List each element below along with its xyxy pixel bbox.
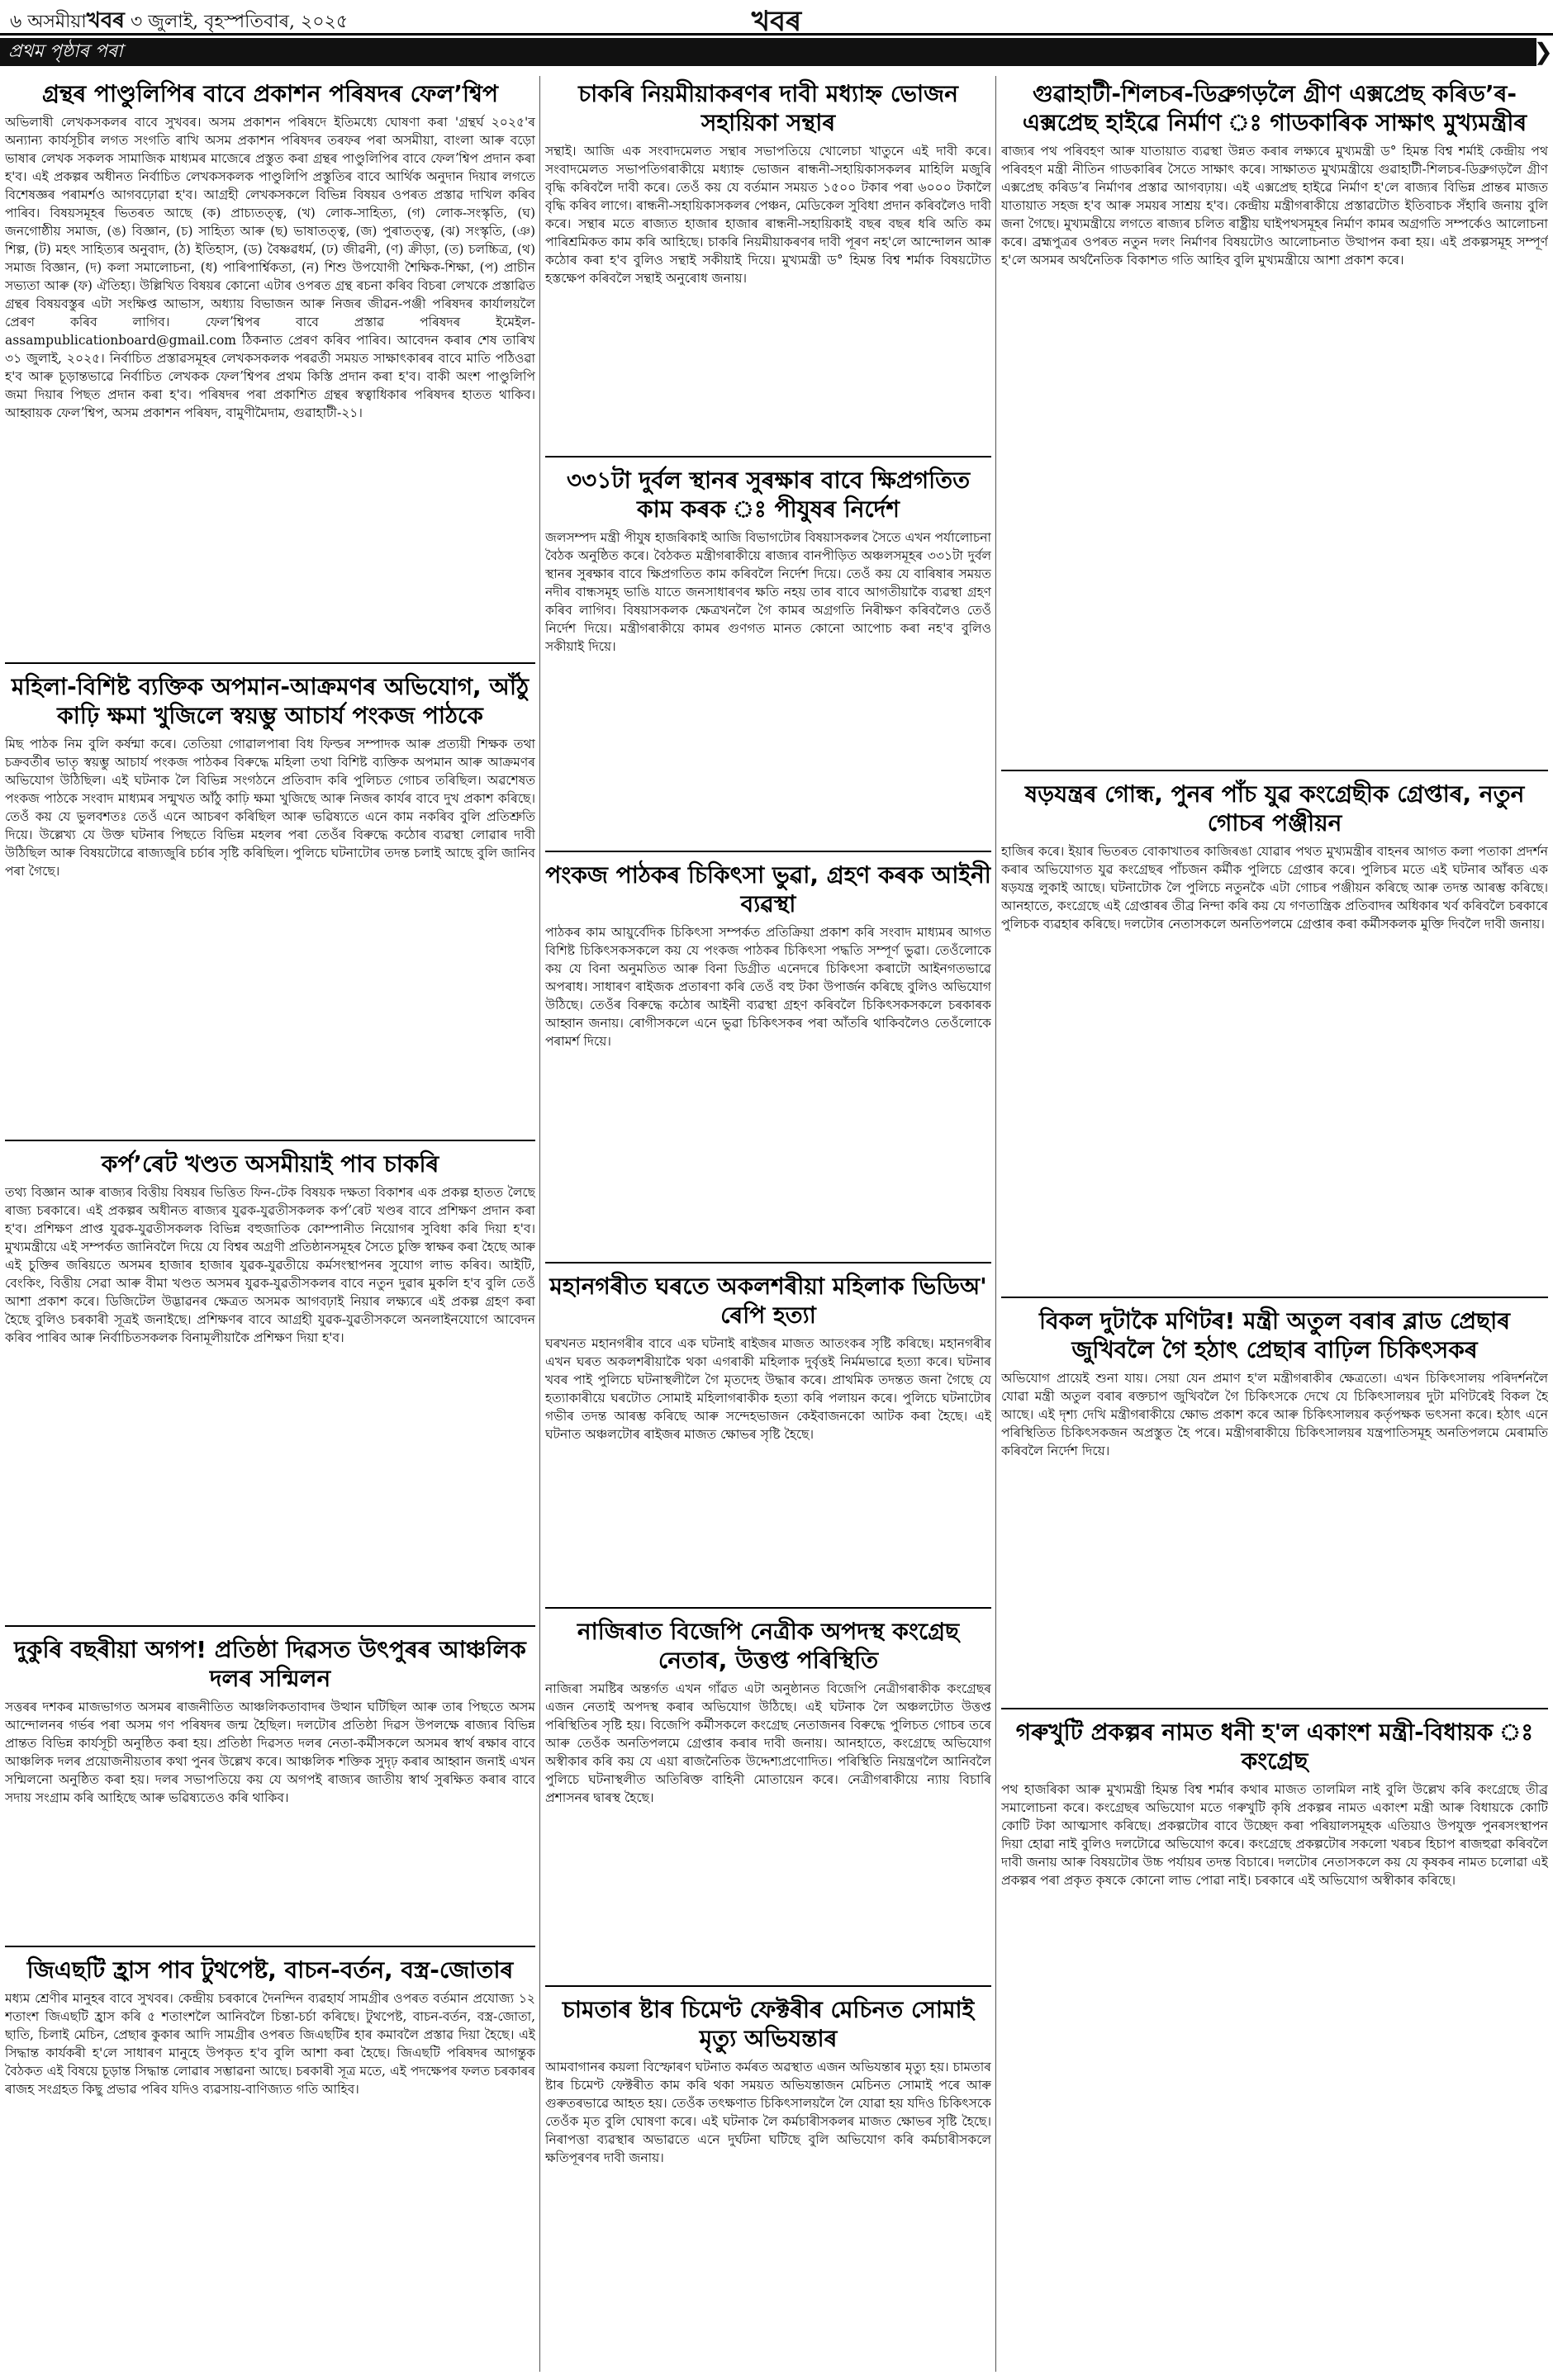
masthead: [0, 0, 1553, 36]
article-body: তথ্য বিজ্ঞান আৰু ৰাজ্যৰ বিত্তীয় বিষয়ৰ ভিত্তিত ফিন-টেক বিষয়ক দক্ষতা বিকাশৰ এক প্ৰকল্প হাতত লৈছে ৰাজ্য চৰকাৰে। এই প্ৰকল্পৰ অধীনত ৰাজ্যৰ যুৱক-যুৱতীসকলক কৰ্পʼৰেট খণ্ডৰ বাবে প্ৰশিক্ষণ প্ৰদান কৰা হ'ব। প্ৰশিক্ষণ প্ৰাপ্ত যুৱক-যুৱতীসকলক বিভিন্ন বহুজাতিক কোম্পানীত নিয়োগৰ সুবিধা কৰি দিয়া হ'ব। মুখ্যমন্ত্ৰীয়ে এই সম্পৰ্কত জানিবলৈ দিয়ে যে বিশ্বৰ অগ্ৰণী প্ৰতিষ্ঠানসমূহৰ সৈতে চুক্তি স্বাক্ষৰ কৰা হৈছে আৰু এই চুক্তিৰ জৰিয়তে অসমৰ হাজাৰ হাজাৰ যুৱক-যুৱতীয়ে কৰ্মসংস্থাপনৰ সুযোগ লাভ কৰিব। আইটি, বেংকিং, বিত্তীয় সেৱা আৰু বীমা খণ্ডত অসমৰ যুৱক-যুৱতীসকলৰ বাবে নতুন দুৱাৰ মুকলি হ'ব বুলি তেওঁ আশা প্ৰকাশ কৰে। ডিজিটেল উদ্ভাৱনৰ ক্ষেত্ৰত অসমক আগবঢ়াই নিয়াৰ লক্ষ্যৰে এই প্ৰকল্প গ্ৰহণ কৰা হৈছে বুলিও চৰকাৰী সূত্ৰই জনাইছে। প্ৰশিক্ষণৰ বাবে আগ্ৰহী যুৱক-যুৱতীসকলে অনলাইনযোগে আবেদন কৰিব পাৰিব আৰু নিৰ্বাচিতসকলক বিনামূলীয়াকৈ প্ৰশিক্ষণ দিয়া হ'ব।: [5, 1185, 535, 1345]
headline: পংকজ পাঠকৰ চিকিৎসা ভুৱা, গ্ৰহণ কৰক আইনী ব্যৱস্থা: [545, 861, 991, 917]
story-divider: [1001, 1708, 1548, 1709]
headline: গৰুখুটি প্ৰকল্পৰ নামত ধনী হ'ল একাংশ মন্ত্ৰী-বিধায়ক ঃ কংগ্ৰেছ: [1015, 1719, 1534, 1775]
article-body: ঘৰখনত মহানগৰীৰ বাবে এক ঘটনাই ৰাইজৰ মাজত আতংকৰ সৃষ্টি কৰিছে। মহানগৰীৰ এখন ঘৰত অকলশৰীয়াকৈ থকা এগৰাকী মহিলাক দুৰ্বৃত্তই নিৰ্মমভাৱে হত্যা কৰে। ঘটনাৰ খবৰ পাই পুলিচে ঘটনাস্থলীলৈ গৈ মৃতদেহ উদ্ধাৰ কৰে। প্ৰাথমিক তদন্তত জনা গৈছে যে হত্যাকাৰীয়ে ঘৰটোত সোমাই মহিলাগৰাকীক হত্যা কৰি পলায়ন কৰে। পুলিচে ঘটনাটোৰ গভীৰ তদন্ত আৰম্ভ কৰিছে আৰু সন্দেহভাজন কেইবাজনকো আটক কৰা হৈছে। এই ঘটনাত অঞ্চলটোৰ ৰাইজৰ মাজত ক্ষোভৰ সৃষ্টি হৈছে।: [545, 1336, 991, 1442]
column-middle: [545, 76, 991, 2372]
story-divider: [545, 1985, 991, 1987]
story-midday-meal: [545, 76, 991, 448]
story-divider: [545, 1607, 991, 1609]
story-fellowship: [5, 76, 535, 654]
masthead-title: খবৰ: [751, 5, 802, 38]
story-flood-sites: [545, 462, 991, 842]
story-divider: [5, 1946, 535, 1947]
story-divider: [5, 662, 535, 664]
headline: মহিলা-বিশিষ্ট ব্যক্তিক অপমান-আক্ৰমণৰ অভিযোগ, আঁঠু কাঢ়ি ক্ষমা খুজিলে স্বয়ম্ভু আচাৰ্য পংকজ পাঠকে: [11, 673, 530, 729]
section-bar: [0, 38, 1553, 66]
paper-name: অসমীয়া: [27, 12, 87, 32]
article-body: সন্থাই। আজি এক সংবাদমেলত সন্থাৰ সভাপতিয়ে খোলেচা খাতুনে এই দাবী কৰে। সংবাদমেলত সভাপতিগৰাকীয়ে মধ্যাহ্ন ভোজন ৰান্ধনী-সহায়িকাসকলৰ মাহিলি মজুৰি বৃদ্ধি কৰিবলৈ দাবী কৰে। তেওঁ কয় যে বৰ্তমান সময়ত ১৫০০ টকাৰ পৰা ৬০০০ টকালৈ বৃদ্ধি কৰিব লাগে। ৰান্ধনী-সহায়িকাসকলৰ পেঞ্চন, মেডিকেল সুবিধা প্ৰদান কৰিবলৈও দাবী কৰে। সন্থাৰ মতে ৰাজ্যত হাজাৰ হাজাৰ ৰান্ধনী-সহায়িকাই বছৰ বছৰ ধৰি অতি কম পাৰিশ্ৰমিকত কাম কৰি আহিছে। চাকৰি নিয়মীয়াকৰণৰ দাবী পূৰণ নহ'লে আন্দোলন আৰু কঠোৰ কৰা হ'ব বুলিও সন্থাই সকীয়াই দিয়ে। মুখ্যমন্ত্ৰী ড° হিমন্ত বিশ্ব শৰ্মাক বিষয়টোত হস্তক্ষেপ কৰিবলৈ সন্থাই অনুৰোধ জনায়।: [545, 144, 991, 286]
page-number: ৬: [10, 12, 22, 32]
story-divider: [1001, 770, 1548, 771]
story-gst: [5, 1952, 535, 2299]
story-divider: [545, 1262, 991, 1263]
story-nazira: [545, 1614, 991, 1977]
story-expressway: [1001, 76, 1548, 761]
story-divider: [1001, 1297, 1548, 1298]
article-body: আমবাগানৰ কয়লা বিস্ফোৰণ ঘটনাত কৰ্মৰত অৱস্থাত এজন অভিযন্তাৰ মৃত্যু হয়। চামতাৰ ষ্টাৰ চিমেণ্ট ফেক্টৰীত কাম কৰি থকা সময়ত অভিযন্তাজন মেচিনত সোমাই পৰে আৰু গুৰুতৰভাৱে আহত হয়। তেওঁক তৎক্ষণাত চিকিৎসালয়লৈ লৈ যোৱা হয় যদিও চিকিৎসকে তেওঁক মৃত বুলি ঘোষণা কৰে। এই ঘটনাক লৈ কৰ্মচাৰীসকলৰ মাজত ক্ষোভৰ সৃষ্টি হৈছে। নিৰাপত্তা ব্যৱস্থাৰ অভাৱতে এনে দুৰ্ঘটনা ঘটিছে বুলি অভিযোগ কৰি কৰ্মচাৰীসকলে ক্ষতিপূৰণৰ দাবী জনায়।: [545, 2060, 991, 2165]
article-body: ৰাজ্যৰ পথ পৰিবহণ আৰু যাতায়াত ব্যৱস্থা উন্নত কৰাৰ লক্ষ্যৰে মুখ্যমন্ত্ৰী ড° হিমন্ত বিশ্ব শৰ্মাই কেন্দ্ৰীয় পথ পৰিবহণ মন্ত্ৰী নীতিন গাডকাৰিৰ সৈতে সাক্ষাৎ কৰে। সাক্ষাতত মুখ্যমন্ত্ৰীয়ে গুৱাহাটী-শিলচৰ-ডিব্ৰুগড়লৈ গ্ৰীণ এক্সপ্ৰেছ কৰিডʼৰ নিৰ্মাণৰ প্ৰস্তাৱ আগবঢ়ায়। এই এক্সপ্ৰেছ হাইৱে নিৰ্মাণ হ'লে ৰাজ্যৰ বিভিন্ন প্ৰান্তৰ মাজত যাতায়াত সহজ হ'ব আৰু সময়ৰ সাশ্ৰয় হ'ব। কেন্দ্ৰীয় মন্ত্ৰীগৰাকীয়ে প্ৰস্তাৱটোত ইতিবাচক সঁহাৰি জনায় বুলি জনা গৈছে। মুখ্যমন্ত্ৰীয়ে লগতে ৰাজ্যৰ চলিত ৰাষ্ট্ৰীয় ঘাইপথসমূহৰ নিৰ্মাণ কামৰ অগ্ৰগতি সম্পৰ্কেও আলোচনা কৰে। ব্ৰহ্মপুত্ৰৰ ওপৰত নতুন দলং নিৰ্মাণৰ বিষয়টোও আলোচনাত উত্থাপন কৰা হয়। এই প্ৰকল্পসমূহ সম্পূৰ্ণ হ'লে অসমৰ অৰ্থনৈতিক বিকাশত গতি আহিব বুলি মুখ্যমন্ত্ৰীয়ে আশা প্ৰকাশ কৰে।: [1001, 144, 1548, 268]
story-corporate-jobs: [5, 1146, 535, 1617]
headline: বিকল দুটাকৈ মণিটৰ! মন্ত্ৰী অতুল বৰাৰ ব্লাড প্ৰেছাৰ জুখিবলৈ গৈ হঠাৎ প্ৰেছাৰ বাঢ়িল চিকিৎসকৰ: [1038, 1307, 1510, 1363]
story-divider: [545, 851, 991, 852]
article-body: অভিলাষী লেখকসকলৰ বাবে সুখবৰ। অসম প্ৰকাশন পৰিষদে ইতিমধ্যে ঘোষণা কৰা 'গ্ৰন্থৰ্ঘ ২০২৫'ৰ অন্যান্য কাৰ্যসূচীৰ লগত সংগতি ৰাখি অসম প্ৰকাশন পৰিষদৰ তৰফৰ পৰা অসমীয়া, বাংলা আৰু বড়ো ভাষাৰ লেখক সকলক সামাজিক মাধ্যমৰ মাজেৰে প্ৰস্তুত কৰা গ্ৰন্থৰ পাণ্ডুলিপিৰ বাবে ফেলʼশ্বিপ প্ৰদান কৰা হ'ব। এই প্ৰকল্পৰ অধীনত নিৰ্বাচিত লেখকসকলক পাণ্ডুলিপি প্ৰস্তুতিৰ বাবে আৰ্থিক অনুদান দিয়াৰ লগতে বিশেষজ্ঞৰ পৰামৰ্শও আগবঢ়োৱা হ'ব। আগ্ৰহী লেখকসকলে বিভিন্ন বিষয়ৰ ওপৰত প্ৰস্তাৱ দাখিল কৰিব পাৰিব। বিষয়সমূহৰ ভিতৰত আছে (ক) প্ৰাচ্যতত্ত্ব, (খ) লোক-সাহিত্য, (গ) লোক-সংস্কৃতি, (ঘ) জনগোষ্ঠীয় সমাজ, (ঙ) বিজ্ঞান, (চ) সাহিত্য আৰু (ছ) ভাষাতত্ত্ব, (জ) পুৰাতত্ত্ব, (ঝ) সংস্কৃতি, (ঞ) শিল্প, (ট) মহৎ সাহিত্যৰ অনুবাদ, (ঠ) ইতিহাস, (ড) বৈষ্ণৱধৰ্ম, (ঢ) জীৱনী, (ণ) ক্ৰীড়া, (ত) চলচ্চিত্ৰ, (থ) সমাজ বিজ্ঞান, (দ) কলা সমালোচনা, (ধ) পাৰিপাৰ্শ্বিকতা, (ন) শিশু উপযোগী শৈক্ষিক-শিক্ষা, (প) প্ৰাচীন সভ্যতা আৰু (ফ) ঐতিহ্য। উল্লিখিত বিষয়ৰ কোনো এটাৰ ওপৰত গ্ৰন্থ ৰচনা কৰিব বিচৰা লেখকে প্ৰস্তাৱিত গ্ৰন্থৰ বিষয়বস্তুৰ এটা সংক্ষিপ্ত আভাস, অধ্যায় বিভাজন আৰু নিজৰ জীৱন-পঞ্জী পৰিষদৰ কাৰ্যালয়লৈ প্ৰেৰণ কৰিব লাগিব। ফেলʼশ্বিপৰ বাবে প্ৰস্তাৱ পৰিষদৰ ইমেইল- assampublicationboard@gmail.com ঠিকনাত প্ৰেৰণ কৰিব পাৰিব। আবেদন কৰাৰ শেষ তাৰিখ ৩১ জুলাই, ২০২৫। নিৰ্বাচিত প্ৰস্তাৱসমূহৰ লেখকসকলক পৰৱৰ্তী সময়ত সাক্ষাৎকাৰৰ বাবে মাতি পঠিওৱা হ'ব আৰু চূড়ান্তভাৱে নিৰ্বাচিত লেখকক ফেলʼশ্বিপৰ প্ৰথম কিস্তি প্ৰদান কৰা হ'ব। বাকী অংশ পাণ্ডুলিপি জমা দিয়াৰ পিছত প্ৰদান কৰা হ'ব। পৰিষদৰ পৰা প্ৰকাশিত গ্ৰন্থৰ স্বত্বাধিকাৰ পৰিষদৰ হাতত থাকিব। আহ্বায়ক ফেলʼশ্বিপ, অসম প্ৰকাশন পৰিষদ, বামুণীমৈদাম, গুৱাহাটী-২১।: [5, 115, 535, 420]
column-divider: [539, 76, 540, 2372]
column-right: [1001, 76, 1548, 2372]
story-garukhuti: [1001, 1714, 1548, 2372]
column-divider: [995, 76, 996, 2372]
story-apology: [5, 669, 535, 1131]
headline: ষড়যন্ত্ৰৰ গোন্ধ, পুনৰ পাঁচ যুৱ কংগ্ৰেছীক গ্ৰেপ্তাৰ, নতুন গোচৰ পঞ্জীয়ন: [1024, 780, 1525, 837]
headline: কৰ্পʼৰেট খণ্ডত অসমীয়াই পাব চাকৰি: [101, 1150, 439, 1178]
article-body: পাঠকৰ কাম আয়ুৰ্বেদিক চিকিৎসা সম্পৰ্কত প্ৰতিক্ৰিয়া প্ৰকাশ কৰি সংবাদ মাধ্যমৰ আগত বিশিষ্ট চিকিৎসকসকলে কয় যে পংকজ পাঠকৰ চিকিৎসা পদ্ধতি সম্পূৰ্ণ ভুৱা। তেওঁলোকে কয় যে বিনা অনুমতিত আৰু বিনা ডিগ্ৰীত এনেদৰে চিকিৎসা কৰাটো আইনগতভাৱে অপৰাধ। সাধাৰণ ৰাইজক প্ৰতাৰণা কৰি তেওঁ বহু টকা উপাৰ্জন কৰিছে বুলিও অভিযোগ উঠিছে। তেওঁৰ বিৰুদ্ধে কঠোৰ আইনী ব্যৱস্থা গ্ৰহণ কৰিবলৈ চিকিৎসকসকলে চৰকাৰক আহ্বান জনায়। ৰোগীসকলে এনে ভুৱা চিকিৎসকৰ পৰা আঁতৰি থাকিবলৈও তেওঁলোকে পৰামৰ্শ দিয়ে।: [545, 925, 991, 1049]
story-murder: [545, 1268, 991, 1599]
article-body: পথ হাজৰিকা আৰু মুখ্যমন্ত্ৰী হিমন্ত বিশ্ব শৰ্মাৰ কথাৰ মাজত তালমিল নাই বুলি উল্লেখ কৰি কংগ্ৰেছে তীব্ৰ সমালোচনা কৰে। কংগ্ৰেছৰ অভিযোগ মতে গৰুখুটি কৃষি প্ৰকল্পৰ নামত একাংশ মন্ত্ৰী আৰু বিধায়কে কোটি কোটি টকা আত্মসাৎ কৰিছে। প্ৰকল্পটোৰ বাবে উচ্ছেদ কৰা পৰিয়ালসমূহক এতিয়াও উপযুক্ত পুনৰসংস্থাপন দিয়া হোৱা নাই বুলিও দলটোৱে অভিযোগ কৰে। কংগ্ৰেছে প্ৰকল্পটোৰ সকলো খৰচৰ হিচাপ ৰাজহুৱা কৰিবলৈ দাবী জনায় আৰু বিষয়টোৰ উচ্চ পৰ্যায়ৰ তদন্ত বিচাৰে। দলটোৰ নেতাসকলে কয় যে কৃষকৰ নামত চলোৱা এই প্ৰকল্পৰ পৰা প্ৰকৃত কৃষকে কোনো লাভ পোৱা নাই। চৰকাৰে এই অভিযোগ অস্বীকাৰ কৰিছে।: [1001, 1782, 1548, 1888]
article-body: মিছ পাঠক নিম বুলি কৰ্ষন্মা কৰে। তেতিয়া গোৱালপাৰা বিধ ফিল্ডৰ সম্পাদক আৰু প্ৰত্যয়ী শিক্ষক তথা চক্ৰবৰ্তীৰ ভাতৃ স্বয়ম্ভু আচাৰ্য পংকজ পাঠকৰ বিৰুদ্ধে মহিলা তথা বিশিষ্ট ব্যক্তিক অপমান আৰু আক্ৰমণৰ অভিযোগ উঠিছিল। এই ঘটনাক লৈ বিভিন্ন সংগঠনে প্ৰতিবাদ কৰি পুলিচত গোচৰ তৰিছিল। অৱশেষত পংকজ পাঠকে সংবাদ মাধ্যমৰ সন্মুখত আঁঠু কাঢ়ি ক্ষমা খুজিছে আৰু নিজৰ কাৰ্যৰ বাবে দুখ প্ৰকাশ কৰিছে। তেওঁ কয় যে ভুলবশতঃ তেওঁ এনে আচৰণ কৰিছিল আৰু ভৱিষ্যতে এনে কাম নকৰিব বুলি প্ৰতিশ্ৰুতি দিয়ে। উল্লেখ্য যে উক্ত ঘটনাৰ পিছতে বিভিন্ন মহলৰ পৰা তেওঁৰ বিৰুদ্ধে কঠোৰ ব্যৱস্থা লোৱাৰ দাবী উঠিছিল আৰু বিষয়টোৱে ৰাজ্যজুৰি চৰ্চাৰ সৃষ্টি কৰিছিল। পুলিচে ঘটনাটোৰ তদন্ত চলাই আছে বুলি জানিব পৰা গৈছে।: [5, 737, 535, 879]
story-divider: [5, 1140, 535, 1141]
article-body: জলসম্পদ মন্ত্ৰী পীযুষ হাজৰিকাই আজি বিভাগটোৰ বিষয়াসকলৰ সৈতে এখন পৰ্যালোচনা বৈঠক অনুষ্ঠিত কৰে। বৈঠকত মন্ত্ৰীগৰাকীয়ে ৰাজ্যৰ বানপীড়িত অঞ্চলসমূহৰ ৩৩১টা দুৰ্বল স্থানৰ সুৰক্ষাৰ বাবে ক্ষিপ্ৰগতিত কাম কৰিবলৈ নিৰ্দেশ দিয়ে। তেওঁ কয় যে বাৰিষাৰ সময়ত নদীৰ বান্ধসমূহ ভাঙি যাতে জনসাধাৰণৰ ক্ষতি নহয় তাৰ বাবে আগতীয়াকৈ ব্যৱস্থা গ্ৰহণ কৰিব লাগিব। বিষয়াসকলক ক্ষেত্ৰখনলৈ গৈ কামৰ অগ্ৰগতি নিৰীক্ষণ কৰিবলৈও তেওঁ নিৰ্দেশ দিয়ে। মন্ত্ৰীগৰাকীয়ে কামৰ গুণগত মানত কোনো আপোচ কৰা নহ'ব বুলিও সকীয়াই দিয়ে।: [545, 530, 991, 654]
article-body: সত্তৰৰ দশকৰ মাজভাগত অসমৰ ৰাজনীতিত আঞ্চলিকতাবাদৰ উত্থান ঘটিছিল আৰু তাৰ পিছতে অসম আন্দোলনৰ গৰ্ভৰ পৰা অসম গণ পৰিষদৰ জন্ম হৈছিল। দলটোৰ প্ৰতিষ্ঠা দিৱস উপলক্ষে ৰাজ্যৰ বিভিন্ন প্ৰান্তত বিভিন্ন কাৰ্যসূচী অনুষ্ঠিত কৰা হয়। প্ৰতিষ্ঠা দিৱসত দলৰ নেতা-কৰ্মীসকলে অসমৰ স্বাৰ্থ ৰক্ষাৰ বাবে আঞ্চলিক দলৰ প্ৰয়োজনীয়তাৰ কথা পুনৰ উল্লেখ কৰে। আঞ্চলিক শক্তিক সুদৃঢ় কৰাৰ আহ্বান জনাই এখন সন্মিলনো অনুষ্ঠিত কৰা হয়। দলৰ সভাপতিয়ে কয় যে অগপই ৰাজ্যৰ জাতীয় স্বাৰ্থ সুৰক্ষিত কৰাৰ বাবে সদায় সংগ্ৰাম কৰি আহিছে আৰু ভৱিষ্যতেও কৰি থাকিব।: [5, 1700, 535, 1805]
story-divider: [545, 456, 991, 458]
headline: চামতাৰ ষ্টাৰ চিমেণ্ট ফেক্টৰীৰ মেচিনত সোমাই মৃত্যু অভিযন্তাৰ: [562, 1996, 975, 2052]
headline: মহানগৰীত ঘৰতে অকলশৰীয়া মহিলাক ভিডিঅ' ৰেপি হত্যা: [549, 1273, 987, 1329]
story-cement-factory: [545, 1992, 991, 2306]
article-body: নাজিৰা সমষ্টিৰ অন্তৰ্গত এখন গাঁৱত এটা অনুষ্ঠানত বিজেপি নেত্ৰীগৰাকীক কংগ্ৰেছৰ এজন নেতাই অপদস্থ কৰাৰ অভিযোগ উঠিছে। এই ঘটনাক লৈ অঞ্চলটোত উত্তপ্ত পৰিস্থিতিৰ সৃষ্টি হয়। বিজেপি কৰ্মীসকলে কংগ্ৰেছ নেতাজনৰ বিৰুদ্ধে পুলিচত গোচৰ তৰে আৰু তেওঁক অনতিপলমে গ্ৰেপ্তাৰ কৰাৰ দাবী জনায়। আনহাতে, কংগ্ৰেছে অভিযোগ অস্বীকাৰ কৰি কয় যে এয়া ৰাজনৈতিক উদ্দেশ্যপ্ৰণোদিত। পৰিস্থিতি নিয়ন্ত্ৰণলৈ আনিবলৈ পুলিচে ঘটনাস্থলীত অতিৰিক্ত বাহিনী মোতায়েন কৰে। নেত্ৰীগৰাকীয়ে ন্যায় বিচাৰি প্ৰশাসনৰ দ্বাৰস্থ হৈছে।: [545, 1681, 991, 1805]
arrow-icon: ❯: [1533, 38, 1553, 65]
headline: ৩৩১টা দুৰ্বল স্থানৰ সুৰক্ষাৰ বাবে ক্ষিপ্ৰগতিত কাম কৰক ঃ পীযুষৰ নিৰ্দেশ: [566, 467, 971, 523]
headline: জিএছটি হ্ৰাস পাব টুথপেষ্ট, বাচন-বৰ্তন, বস্ত্ৰ-জোতাৰ: [26, 1956, 514, 1984]
story-blood-pressure: [1001, 1303, 1548, 1700]
headline: গ্ৰন্থৰ পাণ্ডুলিপিৰ বাবে প্ৰকাশন পৰিষদৰ ফেলʼশ্বিপ: [42, 80, 498, 107]
section-label: প্ৰথম পৃষ্ঠাৰ পৰা: [8, 41, 123, 62]
story-divider: [5, 1625, 535, 1627]
headline: নাজিৰাত বিজেপি নেত্ৰীক অপদস্থ কংগ্ৰেছ নেতাৰ, উত্তপ্ত পৰিস্থিতি: [577, 1618, 960, 1674]
article-body: হাজিৰ কৰে। ইয়াৰ ভিতৰত বোকাখাতৰ কাজিৰঙা যোৱাৰ পথত মুখ্যমন্ত্ৰীৰ বাহনৰ আগত কলা পতাকা প্ৰদৰ্শন কৰাৰ অভিযোগত যুৱ কংগ্ৰেছৰ পাঁচজন কৰ্মীক পুলিচে গ্ৰেপ্তাৰ কৰে। পুলিচৰ মতে এই ঘটনাৰ আঁৰত এক ষড়যন্ত্ৰ লুকাই আছে। ঘটনাটোক লৈ পুলিচে নতুনকৈ এটা গোচৰ পঞ্জীয়ন কৰিছে আৰু তদন্ত আৰম্ভ কৰিছে। আনহাতে, কংগ্ৰেছে এই গ্ৰেপ্তাৰৰ তীব্ৰ নিন্দা কৰি কয় যে গণতান্ত্ৰিক প্ৰতিবাদৰ অধিকাৰ খৰ্ব কৰিবলৈ চৰকাৰে পুলিচক ব্যৱহাৰ কৰিছে। দলটোৰ নেতাসকলে অনতিপলমে গ্ৰেপ্তাৰ কৰা কৰ্মীসকলক মুক্তি দিবলৈ দাবী জনায়।: [1001, 844, 1548, 932]
headline: চাকৰি নিয়মীয়াকৰণৰ দাবী মধ্যাহ্ন ভোজন সহায়িকা সন্থাৰ: [578, 80, 958, 136]
article-body: মধ্যম শ্ৰেণীৰ মানুহৰ বাবে সুখবৰ। কেন্দ্ৰীয় চৰকাৰে দৈনন্দিন ব্যৱহাৰ্য সামগ্ৰীৰ ওপৰত বৰ্তমান প্ৰযোজ্য ১২ শতাংশ জিএছটি হ্ৰাস কৰি ৫ শতাংশলৈ আনিবলৈ চিন্তা-চৰ্চা কৰিছে। টুথপেষ্ট, বাচন-বৰ্তন, বস্ত্ৰ-জোতা, ছাতি, চিলাই মেচিন, প্ৰেছাৰ কুকাৰ আদি সামগ্ৰীৰ ওপৰত জিএছটিৰ হাৰ কমাবলৈ প্ৰস্তাৱ দিয়া হৈছে। এই সিদ্ধান্ত কাৰ্যকৰী হ'লে সাধাৰণ মানুহে উপকৃত হ'ব বুলি আশা কৰা হৈছে। জিএছটি পৰিষদৰ আগন্তুক বৈঠকত এই বিষয়ে চূড়ান্ত সিদ্ধান্ত লোৱাৰ সম্ভাৱনা আছে। চৰকাৰী সূত্ৰ মতে, এই পদক্ষেপৰ ফলত চৰকাৰৰ ৰাজহ সংগ্ৰহত কিছু প্ৰভাৱ পৰিব যদিও ব্যৱসায়-বাণিজ্যত গতি আহিব।: [5, 1991, 535, 2097]
column-left: [5, 76, 535, 2372]
story-youth-congress: [1001, 776, 1548, 1288]
headline: দুকুৰি বছৰীয়া অগপ! প্ৰতিষ্ঠা দিৱসত উৎপুৰৰ আঞ্চলিক দলৰ সন্মিলন: [14, 1636, 526, 1692]
article-body: অভিযোগ প্ৰায়েই শুনা যায়। সেয়া যেন প্ৰমাণ হ'ল মন্ত্ৰীগৰাকীৰ ক্ষেত্ৰতো। এখন চিকিৎসালয় পৰিদৰ্শনলৈ যোৱা মন্ত্ৰী অতুল বৰাৰ ৰক্তচাপ জুখিবলৈ গৈ চিকিৎসকে দেখে যে চিকিৎসালয়ৰ দুটা মণিটৰেই বিকল হৈ আছে। এই দৃশ্য দেখি মন্ত্ৰীগৰাকীয়ে ক্ষোভ প্ৰকাশ কৰে আৰু চিকিৎসালয়ৰ কৰ্তৃপক্ষক ভৎসনা কৰে। হঠাৎ এনে পৰিস্থিতিত চিকিৎসকজন অপ্ৰস্তুত হৈ পৰে। মন্ত্ৰীগৰাকীয়ে চিকিৎসালয়ৰ যন্ত্ৰপাতিসমূহ অনতিপলমে মেৰামতি কৰিবলৈ নিৰ্দেশ দিয়ে।: [1001, 1371, 1548, 1458]
headline: গুৱাহাটী-শিলচৰ-ডিব্ৰুগড়লৈ গ্ৰীণ এক্সপ্ৰেছ কৰিডʼৰ-এক্সপ্ৰেছ হাইৱে নিৰ্মাণ ঃ গাডকাৰিক সাক্ষাৎ মুখ্যমন্ত্ৰীৰ: [1022, 80, 1527, 136]
issue-date: ৩ জুলাই, বৃহস্পতিবাৰ, ২০২৫: [130, 12, 349, 32]
story-fake-treatment: [545, 857, 991, 1254]
brand-name: খবৰ: [86, 8, 125, 33]
story-agp: [5, 1632, 535, 1937]
